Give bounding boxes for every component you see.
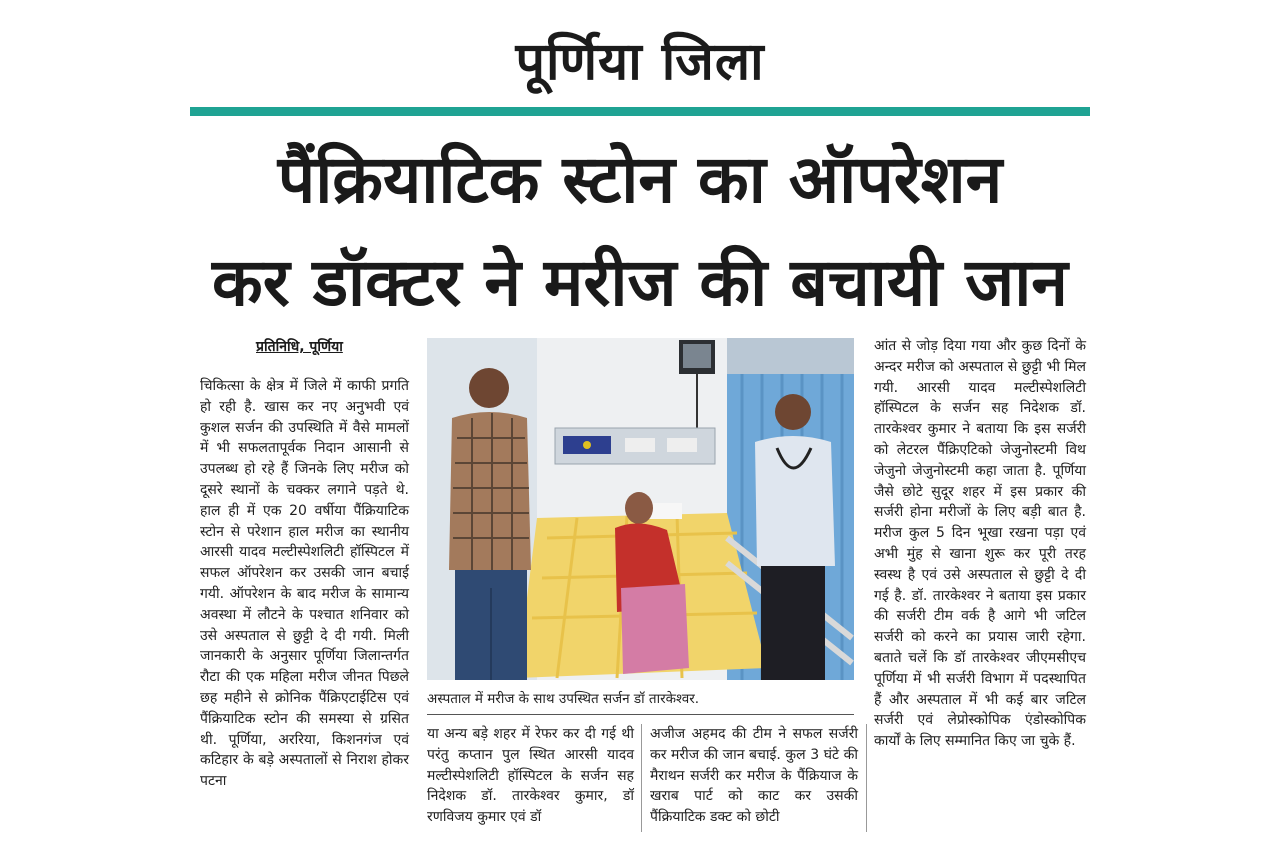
caption-rule bbox=[427, 714, 854, 715]
article-column-1: चिकित्सा के क्षेत्र में जिले में काफी प्रगति हो रही है. खास कर नए अनुभवी एवं कुशल सर्जन की उपस्थिति में वैसे मामलों में भी सफलतापूर्वक निदान आसानी से उपलब्ध हो रहे हैं जिनके लिए मरीज को दूसरे स्थानों के चक्कर लगाने पड़ते थे. हाल ही में एक 20 वर्षीया पैंक्रियाटिक स्टोन से परेशान हाल मरीज का स्थानीय आरसी यादव मल्टीस्पेशलिटी हॉस्पिटल में सफल ऑपरेशन कर उसकी जान बचाई गयी. ऑपरेशन के बाद मरीज के सामान्य अवस्था में लौटने के पश्चात शनिवार को उसे अस्पताल से छुट्टी दे दी गयी. मिली जानकारी के अनुसार पूर्णिया जिलान्तर्गत रौटा की एक महिला मरीज जीनत पिछले छह महीने से क्रोनिक पैंक्रिएटाईटिस एवं पैंक्रियाटिक स्टोन की समस्या से ग्रसित थी. पूर्णिया, अररिया, किशनगंज एवं कटिहार के बड़े अस्पतालों से निराश होकर पटना bbox=[200, 378, 409, 790]
news-photo bbox=[427, 338, 854, 680]
article-column-3: अजीज अहमद की टीम ने सफल सर्जरी कर मरीज की जान बचाई. कुल 3 घंटे की मैराथन सर्जरी कर मरीज के पैंक्रियाज के खराब पार्ट को काट कर उसकी पैंक्रियाटिक डक्ट को छोटी bbox=[650, 726, 858, 826]
column-divider bbox=[866, 724, 867, 832]
article-column-2: या अन्य बड़े शहर में रेफर कर दी गई थी परंतु कप्तान पुल स्थित आरसी यादव मल्टीस्पेशलिटी हॉस्पिटल के सर्जन सह निदेशक डॉ. तारकेश्वर कुमार, डॉ रणविजय कुमार एवं डॉ bbox=[427, 726, 634, 826]
article-column-4: आंत से जोड़ दिया गया और कुछ दिनों के अन्दर मरीज को अस्पताल से छुट्टी भी मिल गयी. आरसी यादव मल्टीस्पेशलिटी हॉस्पिटल के सर्जन सह निदेशक डॉ. तारकेश्वर कुमार ने बताया कि इस सर्जरी को लेटरल पैंक्रिएटिको जेजुनोस्टमी विथ जेजुनो जेजुनोस्टमी कहा जाता है. पूर्णिया जैसे छोटे सुदूर शहर में इस प्रकार की सर्जरी होना मरीजों के लिए बड़ी बात है. मरीज कुल 5 दिन भूखा रखना पड़ा एवं अभी मुंह से खाना शुरू कर पूरी तरह स्वस्थ है एवं उसे अस्पताल से छुट्टी दे दी गई है. डॉ. तारकेश्वर ने बताया इस प्रकार की सर्जरी टीम वर्क है आगे भी जटिल सर्जरी को करने का प्रयास जारी रहेगा. बताते चलें कि डॉ तारकेश्वर जीएमसीएच पूर्णिया में भी सर्जरी विभाग में पदस्थापित हैं और अस्पताल में भी कई बार जटिल सर्जरी एवं लेप्रोस्कोपिक एंडोस्कोपिक कार्यों के लिए सम्मानित किए जा चुके हैं. bbox=[874, 338, 1086, 750]
headline-line-1: पैंक्रियाटिक स्टोन का ऑपरेशन bbox=[277, 141, 1003, 218]
column-divider bbox=[641, 724, 642, 832]
headline-line-2: कर डॉक्टर ने मरीज की बचायी जान bbox=[212, 244, 1068, 321]
section-rule bbox=[190, 107, 1090, 116]
byline: प्रतिनिधि, पूर्णिया bbox=[256, 339, 343, 355]
photo-caption: अस्पताल में मरीज के साथ उपस्थित सर्जन डॉ तारकेश्वर. bbox=[427, 691, 700, 707]
section-title: पूर्णिया जिला bbox=[515, 32, 765, 92]
